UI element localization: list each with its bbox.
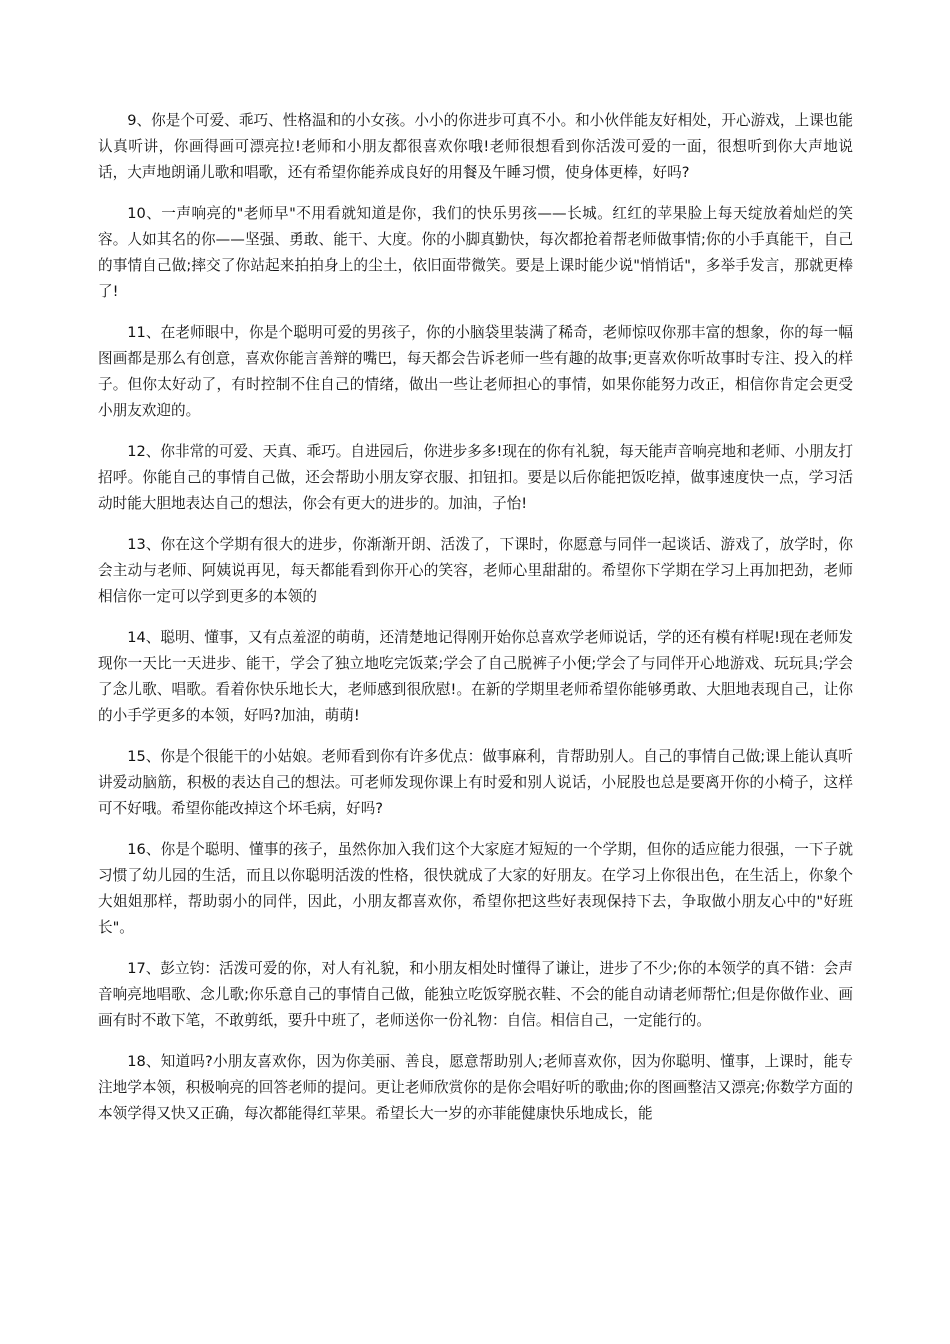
document-page (98, 108, 853, 1142)
paragraph-14: 14、聪明、懂事，又有点羞涩的萌萌，还清楚地记得刚开始你总喜欢学老师说话，学的还有模有样呢!现在老师发现你一天比一天进步、能干，学会了独立地吃完饭菜;学会了自己脱裤子小便;学会了与同伴开心地游戏、玩玩具;学会了念儿歌、唱歌。看着你快乐地长大，老师感到很欣慰!。在新的学期里老师希望你能够勇敢、大胆地表现自己，让你的小手学更多的本领，好吗?加油，萌萌! (98, 629, 853, 724)
paragraph-11: 11、在老师眼中，你是个聪明可爱的男孩子，你的小脑袋里装满了稀奇，老师惊叹你那丰富的想象，你的每一幅图画都是那么有创意，喜欢你能言善辩的嘴巴，每天都会告诉老师一些有趣的故事;更喜欢你听故事时专注、投入的样子。但你太好动了，有时控制不住自己的情绪，做出一些让老师担心的事情，如果你能努力改正，相信你肯定会更受小朋友欢迎的。 (98, 324, 853, 419)
paragraph-12: 12、你非常的可爱、天真、乖巧。自进园后，你进步多多!现在的你有礼貌，每天能声音响亮地和老师、小朋友打招呼。你能自己的事情自己做，还会帮助小朋友穿衣服、扣钮扣。要是以后你能把饭吃掉，做事速度快一点，学习活动时能大胆地表达自己的想法，你会有更大的进步的。加油，子怡! (98, 443, 853, 512)
paragraph-9: 9、你是个可爱、乖巧、性格温和的小女孩。小小的你进步可真不小。和小伙伴能友好相处，开心游戏，上课也能认真听讲，你画得画可漂亮拉!老师和小朋友都很喜欢你哦!老师很想看到你活泼可爱的一面，很想听到你大声地说话，大声地朗诵儿歌和唱歌，还有希望你能养成良好的用餐及午睡习惯，使身体更棒，好吗? (98, 112, 853, 181)
paragraph-17: 17、彭立钧：活泼可爱的你，对人有礼貌，和小朋友相处时懂得了谦让，进步了不少;你的本领学的真不错：会声音响亮地唱歌、念儿歌;你乐意自己的事情自己做，能独立吃饭穿脱衣鞋、不会的能自动请老师帮忙;但是你做作业、画画有时不敢下笔，不敢剪纸，要升中班了，老师送你一份礼物：自信。相信自己，一定能行的。 (98, 960, 853, 1029)
paragraph-16: 16、你是个聪明、懂事的孩子，虽然你加入我们这个大家庭才短短的一个学期，但你的适应能力很强，一下子就习惯了幼儿园的生活，而且以你聪明活泼的性格，很快就成了大家的好朋友。在学习上你很出色，在生活上，你象个大姐姐那样，帮助弱小的同伴，因此，小朋友都喜欢你，希望你把这些好表现保持下去，争取做小朋友心中的"好班长"。 (98, 841, 853, 936)
paragraph-18: 18、知道吗?小朋友喜欢你，因为你美丽、善良，愿意帮助别人;老师喜欢你，因为你聪明、懂事，上课时，能专注地学本领，积极响亮的回答老师的提问。更让老师欣赏你的是你会唱好听的歌曲;你的图画整洁又漂亮;你数学方面的本领学得又快又正确，每次都能得红苹果。希望长大一岁的亦菲能健康快乐地成长，能 (98, 1053, 853, 1122)
paragraph-13: 13、你在这个学期有很大的进步，你渐渐开朗、活泼了，下课时，你愿意与同伴一起谈话、游戏了，放学时，你会主动与老师、阿姨说再见，每天都能看到你开心的笑容，老师心里甜甜的。希望你下学期在学习上再加把劲，老师相信你一定可以学到更多的本领的 (98, 536, 853, 605)
paragraph-15: 15、你是个很能干的小姑娘。老师看到你有许多优点：做事麻利，肯帮助别人。自己的事情自己做;课上能认真听讲爱动脑筋，积极的表达自己的想法。可老师发现你课上有时爱和别人说话，小屁股也总是要离开你的小椅子，这样可不好哦。希望你能改掉这个坏毛病，好吗? (98, 748, 853, 817)
paragraph-10: 10、一声响亮的"老师早"不用看就知道是你，我们的快乐男孩——长城。红红的苹果脸上每天绽放着灿烂的笑容。人如其名的你——坚强、勇敢、能干、大度。你的小脚真勤快，每次都抢着帮老师做事情;你的小手真能干，自己的事情自己做;摔交了你站起来拍拍身上的尘土，依旧面带微笑。要是上课时能少说"悄悄话"，多举手发言，那就更棒了! (98, 205, 853, 300)
